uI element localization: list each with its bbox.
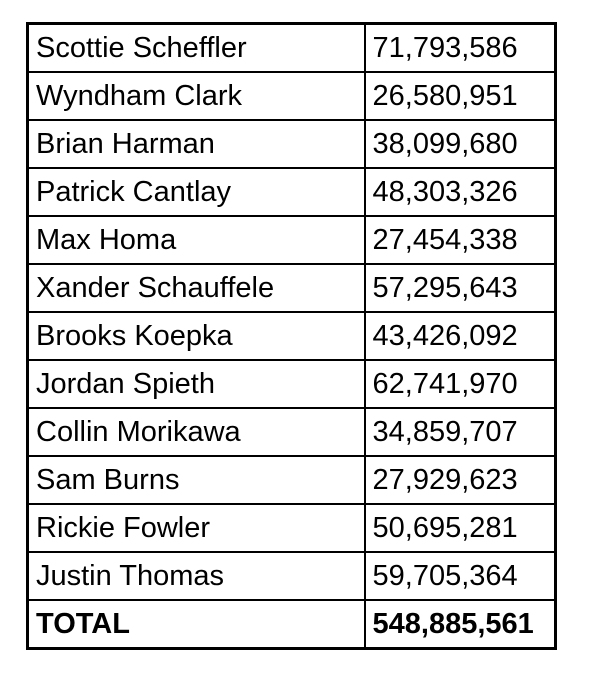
earnings-value-cell: 38,099,680: [365, 120, 556, 168]
earnings-value-cell: 57,295,643: [365, 264, 556, 312]
earnings-value-cell: 27,929,623: [365, 456, 556, 504]
table-row: [28, 216, 556, 264]
total-label-cell: TOTAL: [28, 600, 365, 649]
table-row: [28, 72, 556, 120]
earnings-value-cell: 26,580,951: [365, 72, 556, 120]
earnings-value-cell: 43,426,092: [365, 312, 556, 360]
player-name-cell: Jordan Spieth: [28, 360, 365, 408]
earnings-value-cell: 27,454,338: [365, 216, 556, 264]
earnings-value-cell: 34,859,707: [365, 408, 556, 456]
player-name-cell: Collin Morikawa: [28, 408, 365, 456]
table-row: [28, 504, 556, 552]
player-name-cell: Scottie Scheffler: [28, 24, 365, 73]
player-name-cell: Brooks Koepka: [28, 312, 365, 360]
total-value-cell: 548,885,561: [365, 600, 556, 649]
table-row: [28, 24, 556, 73]
table-row: [28, 168, 556, 216]
earnings-value-cell: 48,303,326: [365, 168, 556, 216]
player-name-cell: Max Homa: [28, 216, 365, 264]
table-row: [28, 360, 556, 408]
earnings-value-cell: 71,793,586: [365, 24, 556, 73]
table-row: [28, 264, 556, 312]
table-row: [28, 456, 556, 504]
earnings-value-cell: 62,741,970: [365, 360, 556, 408]
player-name-cell: Rickie Fowler: [28, 504, 365, 552]
earnings-table: [26, 22, 557, 650]
player-name-cell: Justin Thomas: [28, 552, 365, 600]
table-row: [28, 120, 556, 168]
earnings-value-cell: 59,705,364: [365, 552, 556, 600]
player-name-cell: Sam Burns: [28, 456, 365, 504]
table-row: [28, 312, 556, 360]
player-name-cell: Xander Schauffele: [28, 264, 365, 312]
player-name-cell: Wyndham Clark: [28, 72, 365, 120]
table-row: [28, 552, 556, 600]
player-name-cell: Brian Harman: [28, 120, 365, 168]
earnings-value-cell: 50,695,281: [365, 504, 556, 552]
table-row: [28, 408, 556, 456]
total-row: [28, 600, 556, 649]
player-name-cell: Patrick Cantlay: [28, 168, 365, 216]
